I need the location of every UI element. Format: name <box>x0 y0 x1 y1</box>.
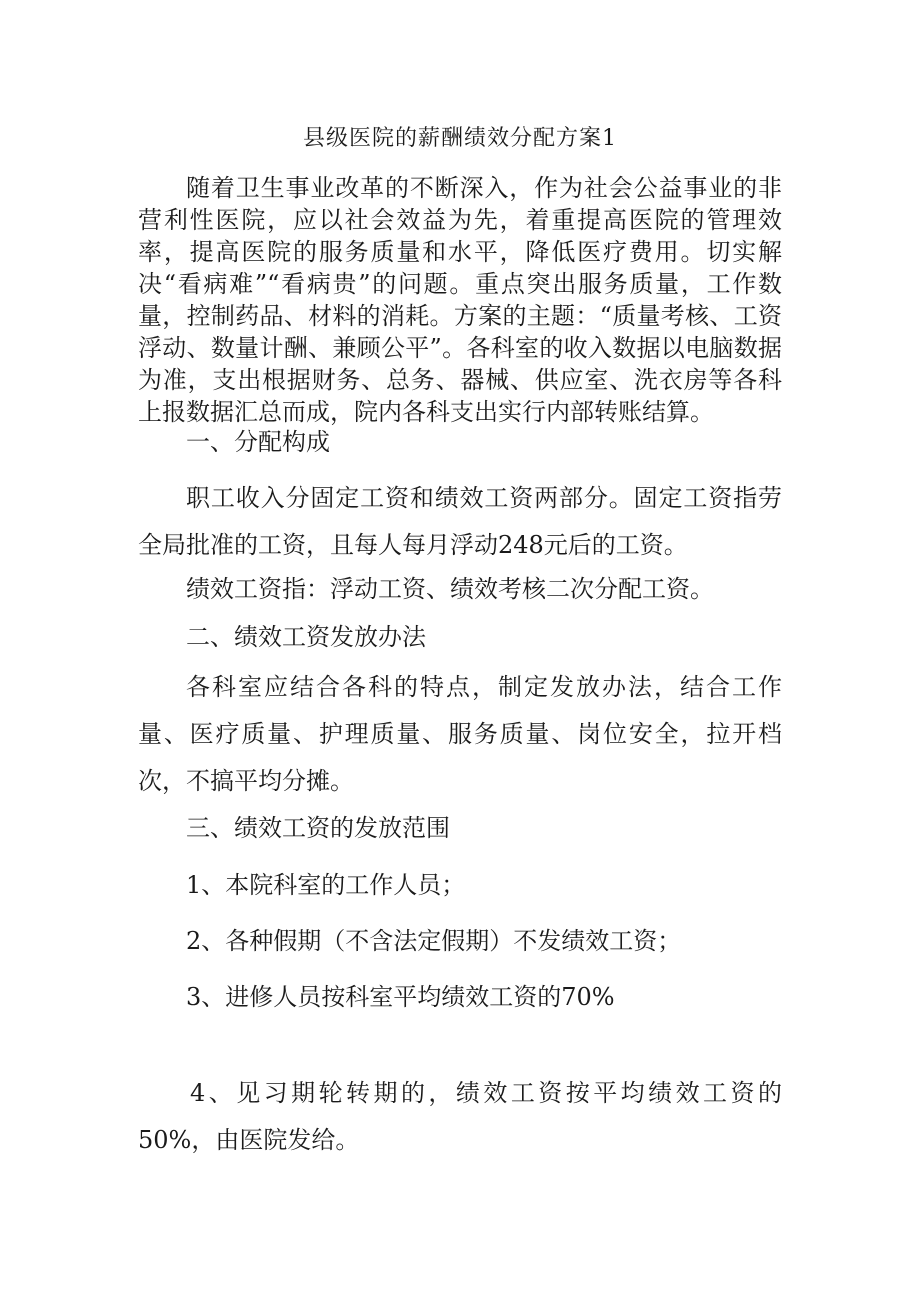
list-item: 1、本院科室的工作人员； <box>186 871 466 899</box>
list-item: 2、各种假期（不含法定假期）不发绩效工资； <box>186 927 682 955</box>
section-heading-payment-scope: 三、绩效工资的发放范围 <box>186 814 450 842</box>
intro-paragraph: 随着卫生事业改革的不断深入，作为社会公益事业的非营利性医院，应以社会效益为先，着重提高医院的管理效率，提高医院的服务质量和水平，降低医疗费用。切实解决“看病难”“看病贵”的问题。重点突出服务质量，工作数量，控制药品、材料的消耗。方案的主题：“质量考核、工资浮动、数量计酬、兼顾公平”。各科室的收入数据以电脑数据为准，支出根据财务、总务、器械、供应室、洗衣房等各科上报数据汇总而成，院内各科支出实行内部转账结算。 <box>138 174 782 426</box>
section-heading-payment-method: 二、绩效工资发放办法 <box>186 623 426 651</box>
list-item: 3、进修人员按科室平均绩效工资的70% <box>186 983 615 1011</box>
document-title: 县级医院的薪酬绩效分配方案1 <box>303 126 617 151</box>
paragraph-performance-pay-definition: 绩效工资指：浮动工资、绩效考核二次分配工资。 <box>186 575 714 603</box>
section-heading-distribution-structure: 一、分配构成 <box>186 428 330 456</box>
list-item: 4、见习期轮转期的，绩效工资按平均绩效工资的50%，由医院发给。 <box>138 1079 782 1154</box>
paragraph-payment-method: 各科室应结合各科的特点，制定发放办法，结合工作量、医疗质量、护理质量、服务质量、岗位安全，拉开档次，不搞平均分摊。 <box>138 673 782 795</box>
paragraph-salary-composition: 职工收入分固定工资和绩效工资两部分。固定工资指劳全局批准的工资，且每人每月浮动248元后的工资。 <box>138 484 782 559</box>
